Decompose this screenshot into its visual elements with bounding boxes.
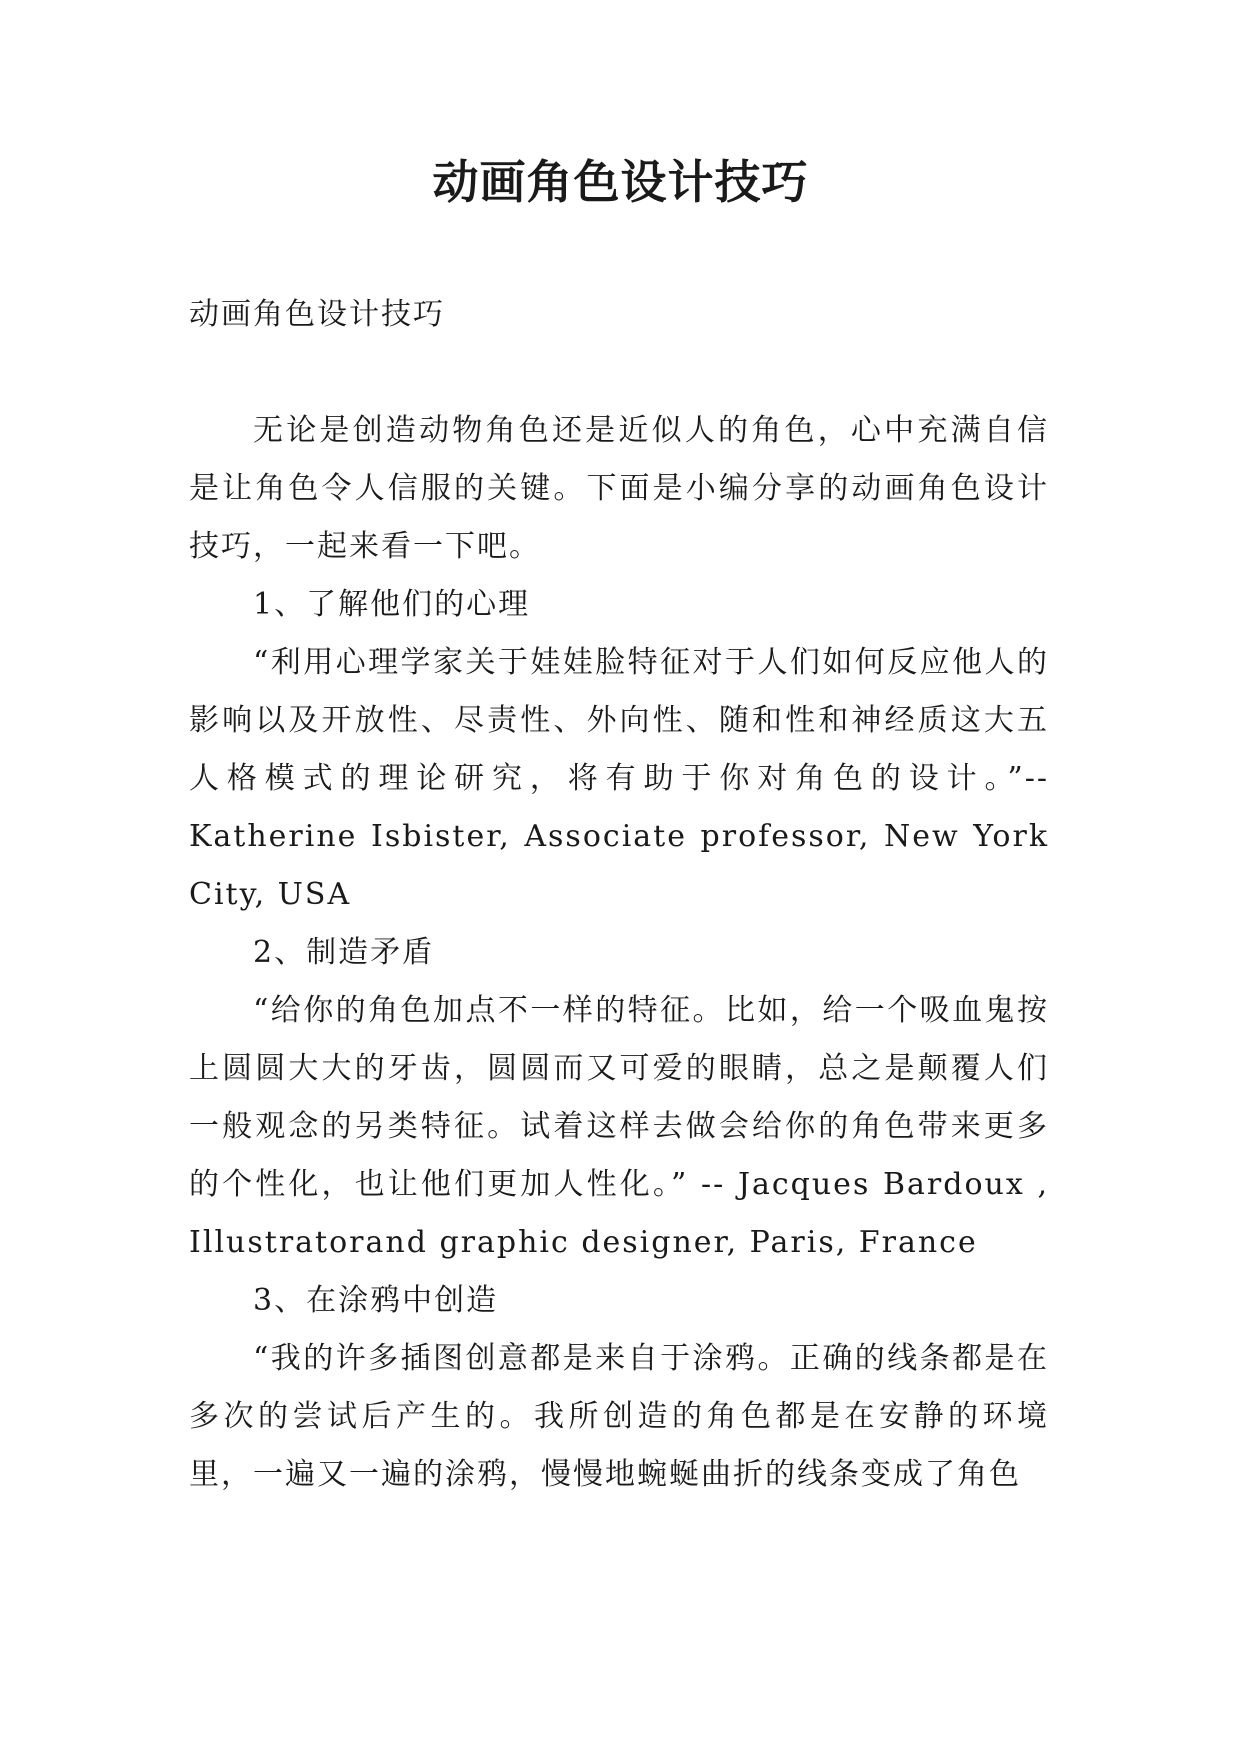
- section-heading-1: 1、了解他们的心理: [253, 587, 531, 622]
- document-body: [189, 402, 1049, 1504]
- section-heading-3: 3、在涂鸦中创造: [253, 1283, 499, 1318]
- intro-paragraph: 无论是创造动物角色还是近似人的角色，心中充满自信是让角色令人信服的关键。下面是小编分享的动画角色设计技巧，一起来看一下吧。: [189, 413, 1049, 564]
- document-title: 动画角色设计技巧: [432, 155, 809, 209]
- section-heading-2: 2、制造矛盾: [253, 935, 435, 970]
- quote-paragraph-1: “利用心理学家关于娃娃脸特征对于人们如何反应他人的影响以及开放性、尽责性、外向性、随和性和神经质这大五人格模式的理论研究，将有助于你对角色的设计。”--Katherine Isbister, Associate professor, New York City, USA: [189, 645, 1049, 912]
- quote-paragraph-2: “给你的角色加点不一样的特征。比如，给一个吸血鬼按上圆圆大大的牙齿，圆圆而又可爱的眼睛，总之是颠覆人们一般观念的另类特征。试着这样去做会给你的角色带来更多的个性化，也让他们更加人性化。” -- Jacques Bardoux , Illustratorand graphic designer, Paris, France: [189, 993, 1049, 1260]
- document-subtitle: 动画角色设计技巧: [189, 297, 445, 332]
- quote-paragraph-3: “我的许多插图创意都是来自于涂鸦。正确的线条都是在多次的尝试后产生的。我所创造的角色都是在安静的环境里，一遍又一遍的涂鸦，慢慢地蜿蜒曲折的线条变成了角色: [189, 1341, 1049, 1492]
